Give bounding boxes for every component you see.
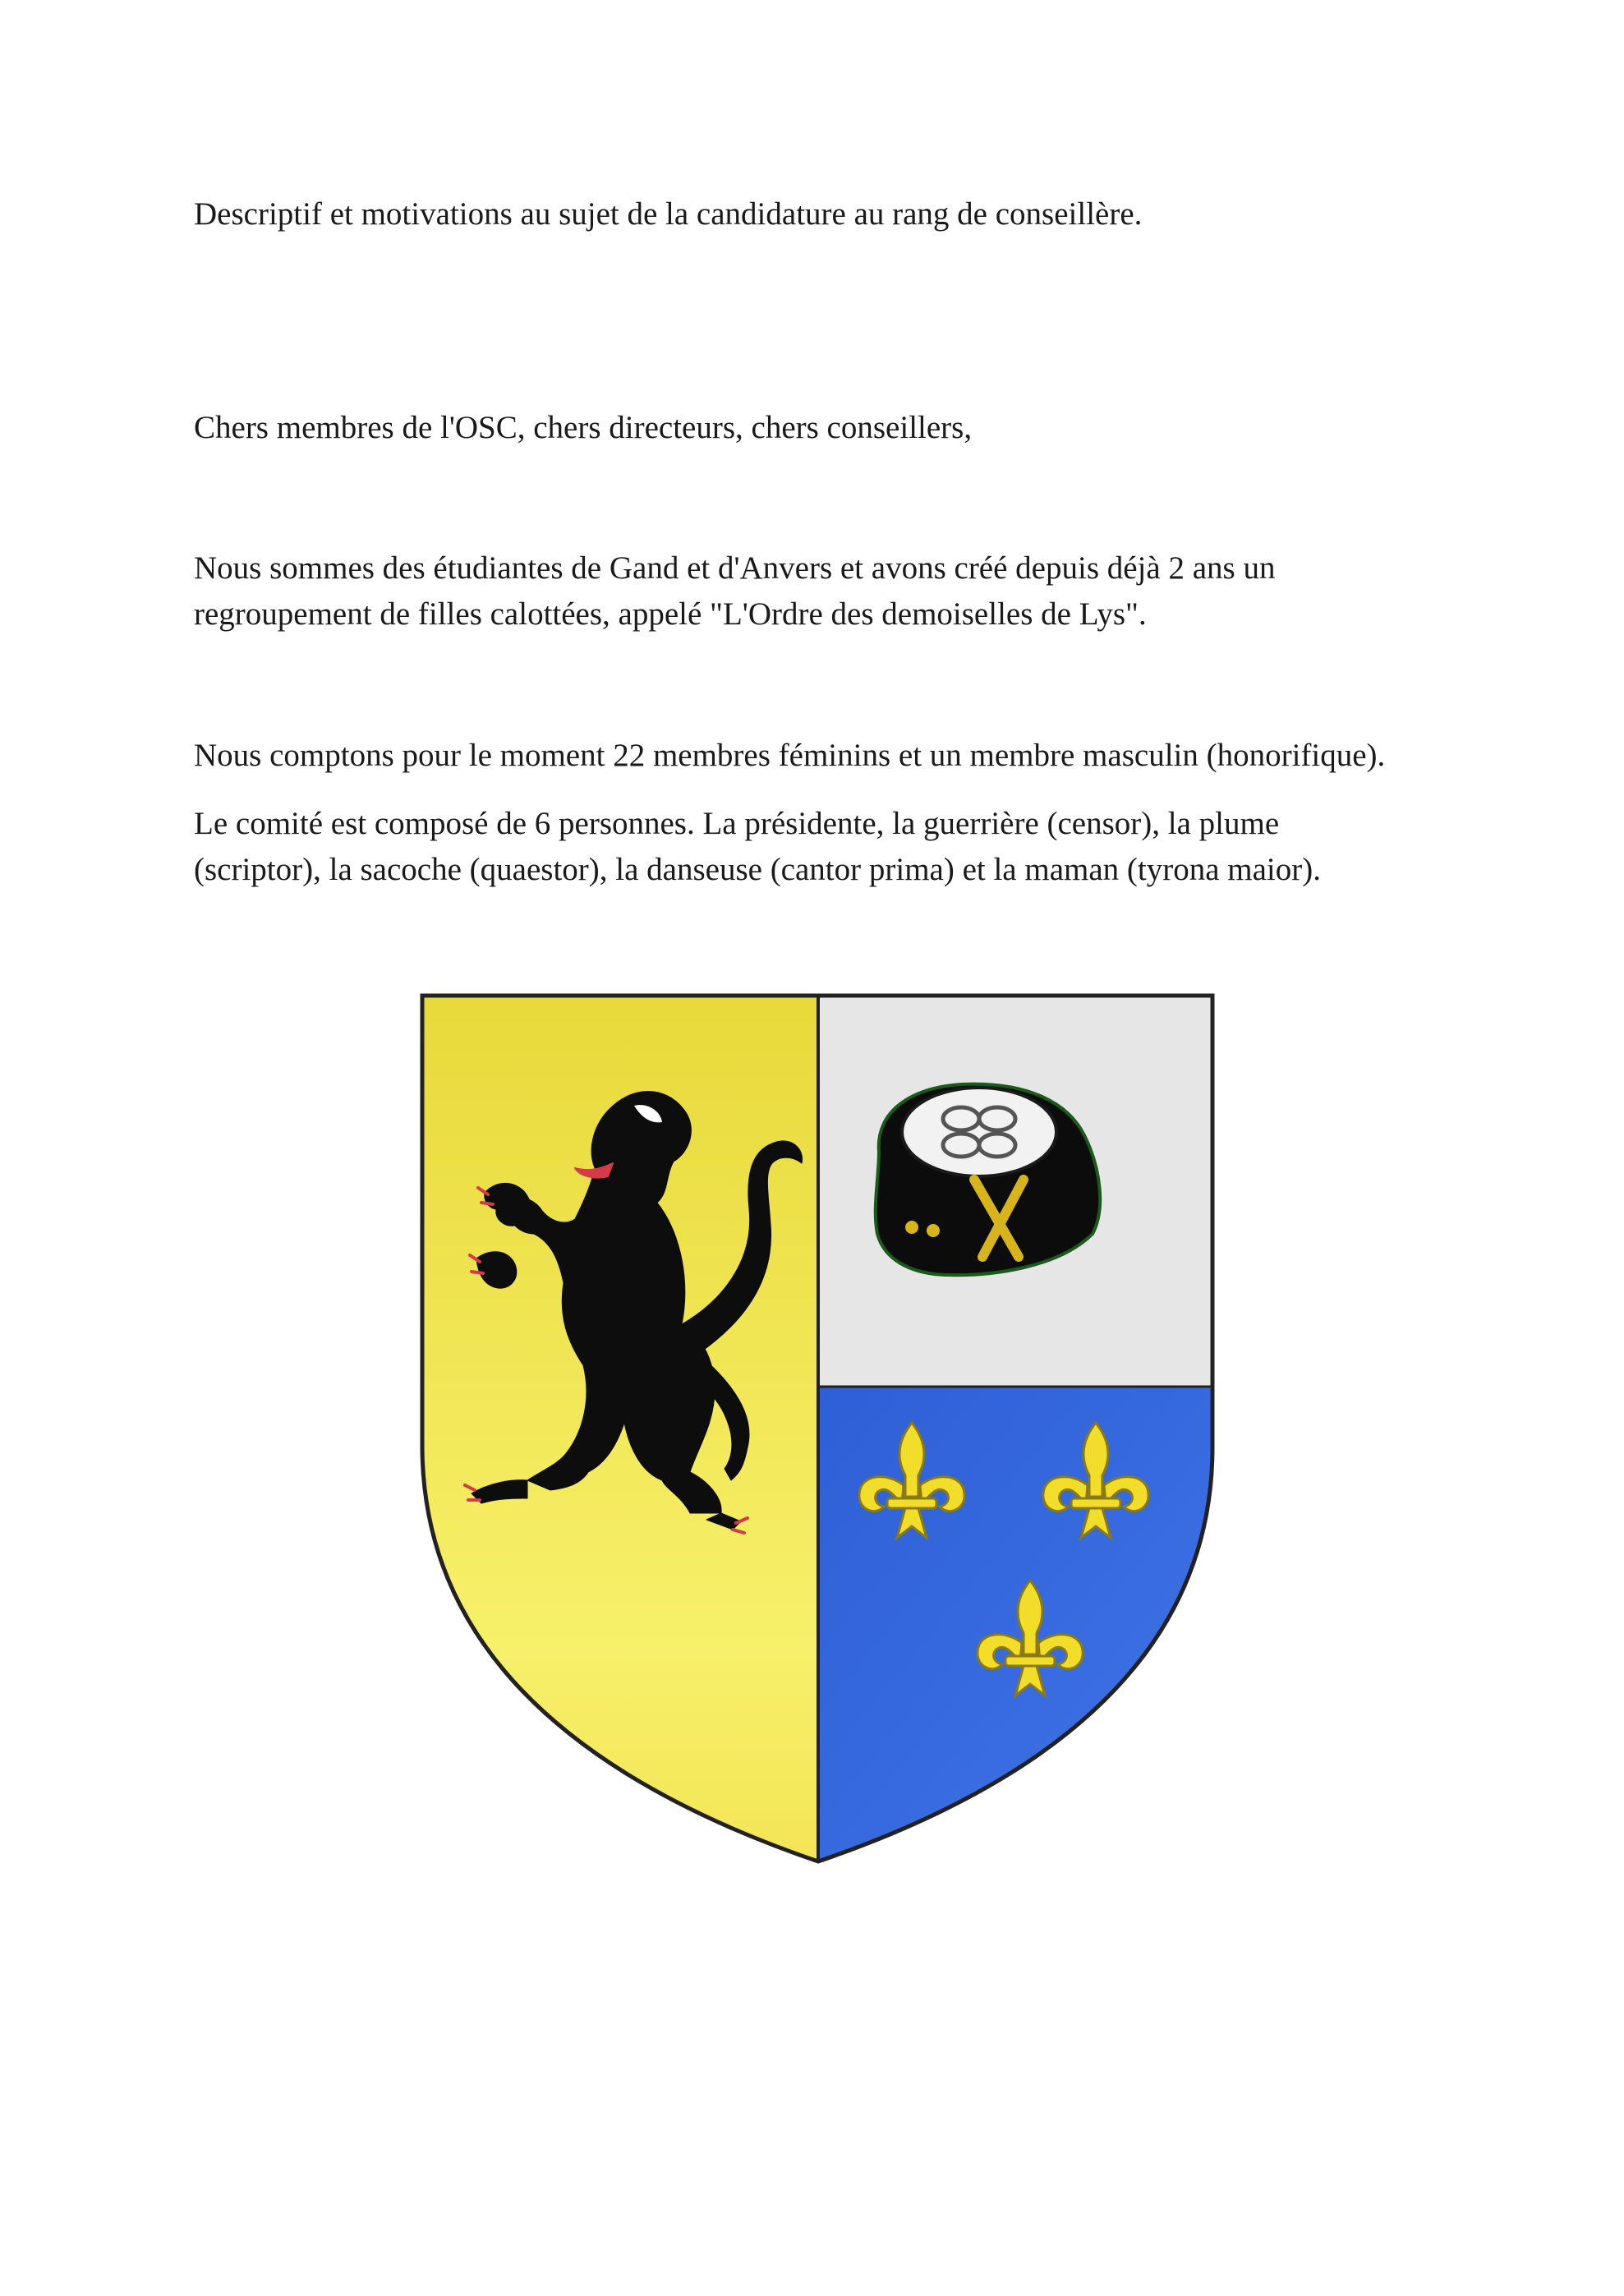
greeting-paragraph: Chers membres de l'OSC, chers directeurs, chers conseillers, [194, 410, 973, 445]
document-title-line: Descriptif et motivations au sujet de la candidature au rang de conseillère. [194, 196, 1143, 232]
members-paragraph: Nous comptons pour le moment 22 membres féminins et un membre masculin (honorifique). [194, 738, 1386, 773]
committee-line-2: (scriptor), la sacoche (quaestor), la danseuse (cantor prima) et la maman (tyrona maior). [194, 852, 1321, 887]
intro-paragraph [194, 545, 1475, 637]
calotte-cap-icon [876, 1084, 1100, 1276]
coat-of-arms [419, 987, 1217, 1870]
intro-line-2: regroupement de filles calottées, appelé "L'Ordre des demoiselles de Lys". [194, 596, 1147, 632]
committee-line-1: Le comité est composé de 6 personnes. La présidente, la guerrière (censor), la plume [194, 806, 1280, 841]
intro-line-1: Nous sommes des étudiantes de Gand et d'Anvers et avons créé depuis déjà 2 ans un [194, 550, 1276, 586]
committee-paragraph [194, 801, 1475, 893]
right-bottom-field-blue [818, 1387, 1217, 1870]
